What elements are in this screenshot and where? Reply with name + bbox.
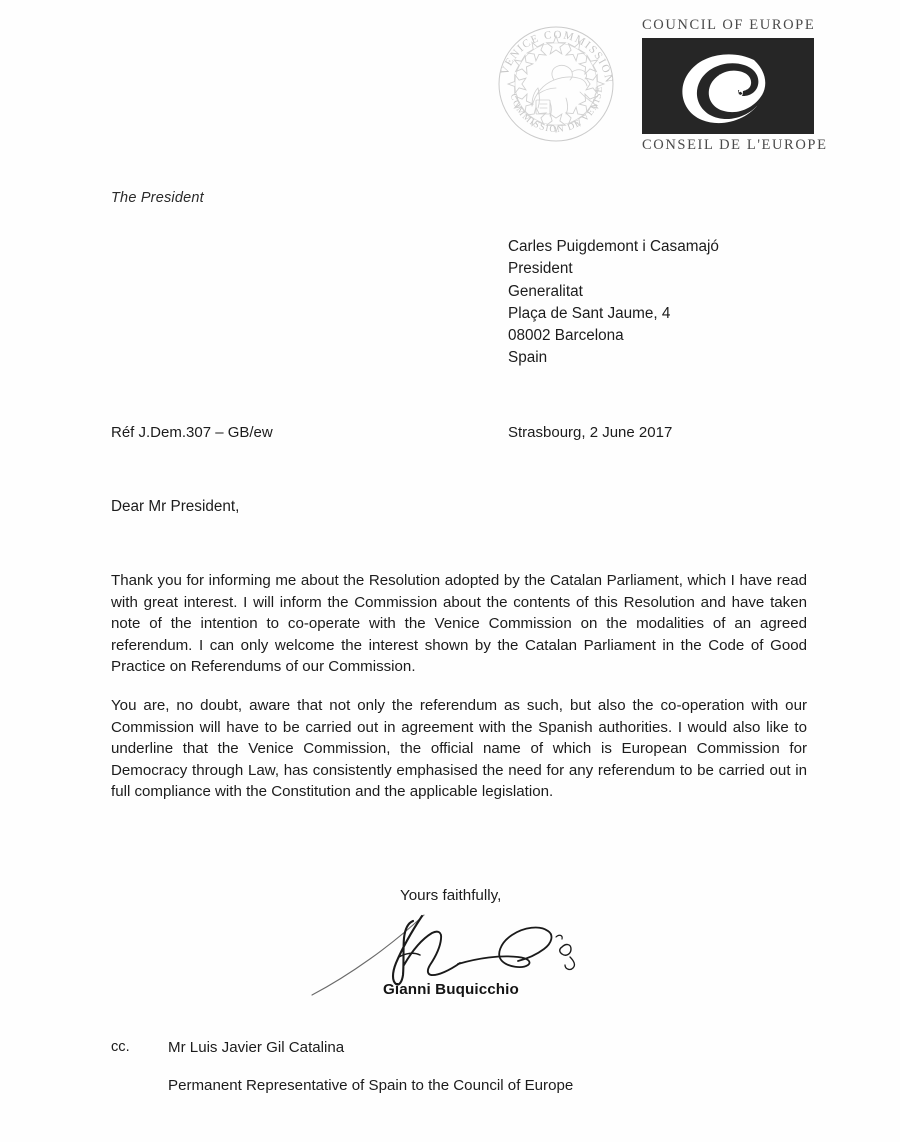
valediction: Yours faithfully,	[400, 887, 502, 904]
coe-title-fr: CONSEIL DE L'EUROPE	[642, 136, 828, 153]
cc-recipient-title: Permanent Representative of Spain to the Council of Europe	[168, 1077, 574, 1094]
body-paragraph: Thank you for informing me about the Resolution adopted by the Catalan Parliament, which I have read with great interest. I will inform the Commission about the contents of this Resolution and have taken note of the intention to co-operate with the Venice Commission on the modalities of an agreed referendum. I can only welcome the interest shown by the Catalan Parliament in the Code of Good Practice on Referendums of our Commission.	[111, 572, 807, 676]
venice-commission-seal-icon	[488, 14, 624, 154]
address-line: Plaça de Sant Jaume, 4	[508, 304, 671, 322]
place-and-date: Strasbourg, 2 June 2017	[508, 424, 673, 441]
sender-role: The President	[111, 190, 204, 206]
cc-label: cc.	[111, 1039, 130, 1055]
salutation: Dear Mr President,	[111, 498, 240, 515]
coe-title-en: COUNCIL OF EUROPE	[642, 17, 816, 33]
address-line: Spain	[508, 349, 548, 367]
svg-text:COMMISSION DE VENISE: COMMISSION DE VENISE	[507, 85, 606, 136]
address-line: Carles Puigdemont i Casamajó	[508, 238, 719, 255]
address-line: 08002 Barcelona	[508, 327, 624, 345]
address-line: President	[508, 260, 573, 278]
reference-number: Réf J.Dem.307 – GB/ew	[111, 424, 273, 441]
cc-recipient-name: Mr Luis Javier Gil Catalina	[168, 1039, 345, 1056]
council-of-europe-emblem	[642, 14, 828, 155]
letter-body	[111, 570, 807, 820]
recipient-address	[508, 236, 719, 370]
coe-flag-box	[642, 38, 814, 134]
body-paragraph: You are, no doubt, aware that not only the referendum as such, but also the co-operation with our Commission will have to be carried out in agreement with the Spanish authorities. I would also like to underline that the Venice Commission, the official name of which is European Commission for Democracy through Law, has consistently emphasised the need for any referendum to be carried out in full compliance with the Constitution and the applicable legislation.	[111, 696, 807, 801]
signer-name: Gianni Buquicchio	[383, 981, 519, 998]
svg-text:VENICE COMMISSION: VENICE COMMISSION	[498, 28, 615, 85]
address-line: Generalitat	[508, 282, 583, 300]
letterhead	[488, 14, 828, 166]
